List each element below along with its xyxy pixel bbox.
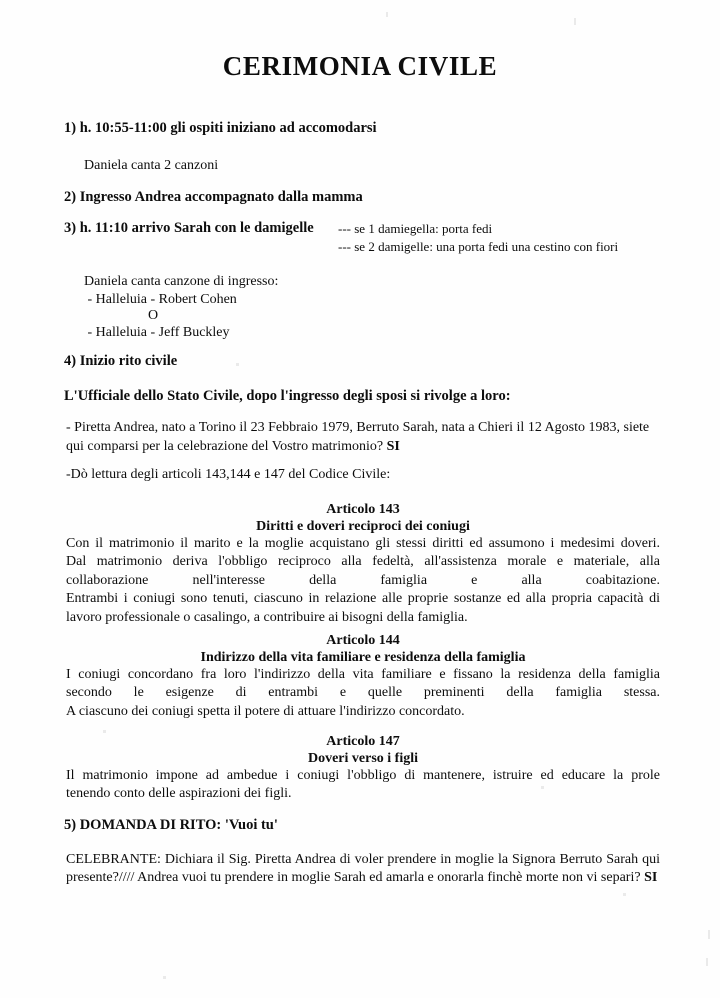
song-intro: Daniela canta canzone di ingresso: xyxy=(84,274,279,289)
article-144-line-2: secondo le esigenze di entrambi e quelle preminenti della famiglia stessa. xyxy=(66,685,660,701)
reading-line: -Dò lettura degli articoli 143,144 e 147 del Codice Civile: xyxy=(66,467,391,482)
celebrant-answer: SI xyxy=(644,870,658,886)
article-144-subtitle: Indirizzo della vita familiare e residenza della famiglia xyxy=(200,650,526,665)
article-143-subtitle: Diritti e doveri reciproci dei coniugi xyxy=(256,519,470,534)
section-heading-2: 2) Ingresso Andrea accompagnato dalla mamma xyxy=(64,189,363,205)
declaration-paragraph xyxy=(66,419,660,457)
article-143-line-4: Entrambi i coniugi sono tenuti, ciascuno in relazione alle proprie sostanze ed alla propria capacità di xyxy=(66,591,660,607)
article-147-line-2: tenendo conto delle aspirazioni dei figli. xyxy=(66,786,292,802)
scan-speckle xyxy=(706,958,708,966)
officer-line: L'Ufficiale dello Stato Civile, dopo l'ingresso degli sposi si rivolge a loro: xyxy=(64,388,511,404)
article-143-line-5: lavoro professionale o casalingo, a contribuire ai bisogni della famiglia. xyxy=(66,609,468,625)
article-144-body xyxy=(66,666,660,721)
article-143-body xyxy=(66,535,660,627)
section-note-1: Daniela canta 2 canzoni xyxy=(84,158,219,173)
scan-speckle xyxy=(623,893,626,896)
article-147-subtitle: Doveri verso i figli xyxy=(307,751,419,766)
article-144-number: Articolo 144 xyxy=(326,633,400,648)
section-heading-4: 4) Inizio rito civile xyxy=(64,353,178,369)
page-title: CERIMONIA CIVILE xyxy=(222,51,498,81)
celebrant-paragraph xyxy=(66,851,660,888)
scan-speckle xyxy=(163,976,166,979)
article-143-line-3: collaborazione nell'interesse della famiglia e alla coabitazione. xyxy=(66,572,660,588)
article-144-line-3: A ciascuno dei coniugi spetta il potere di attuare l'indirizzo concordato. xyxy=(66,703,465,719)
celebrant-text: CELEBRANTE: Dichiara il Sig. Piretta Andrea di voler prendere in moglie la Signora Berruto Sarah qui presente?//// Andrea vuoi tu prendere in moglie Sarah ed amarla e onorarla finchè morte non vi separi? xyxy=(66,852,660,886)
section-side-note-3b: --- se 2 damigelle: una porta fedi una cestino con fiori xyxy=(338,239,619,254)
song-option-2: - Halleluia - Jeff Buckley xyxy=(84,325,230,340)
article-147-number: Articolo 147 xyxy=(326,734,400,749)
article-147-body xyxy=(66,767,660,804)
scan-speckle xyxy=(236,363,239,366)
section-heading-5: 5) DOMANDA DI RITO: 'Vuoi tu' xyxy=(64,817,278,833)
article-147-line-1: Il matrimonio impone ad ambedue i coniugi l'obbligo di mantenere, istruire ed educare la prole xyxy=(66,768,660,783)
article-143-line-2: Dal matrimonio deriva l'obbligo reciproco alla fedeltà, all'assistenza morale e materiale, alla xyxy=(66,554,660,570)
section-heading-1: 1) h. 10:55-11:00 gli ospiti iniziano ad accomodarsi xyxy=(64,120,377,136)
article-143-number: Articolo 143 xyxy=(326,502,400,517)
song-or-separator: O xyxy=(148,308,159,323)
section-heading-3: 3) h. 11:10 arrivo Sarah con le damigelle xyxy=(64,220,314,236)
scan-speckle xyxy=(708,930,710,939)
declaration-text: - Piretta Andrea, nato a Torino il 23 Febbraio 1979, Berruto Sarah, nata a Chieri il 12 Agosto 1983, siete qui comparsi per la celebrazione del Vostro matrimonio? xyxy=(66,420,650,454)
section-side-note-3a: --- se 1 damiegella: porta fedi xyxy=(338,221,493,236)
song-option-1: - Halleluia - Robert Cohen xyxy=(84,292,237,307)
article-143-line-1: Con il matrimonio il marito e la moglie acquistano gli stessi diritti ed assumono i medesimi doveri. xyxy=(66,536,660,551)
article-144-line-1: I coniugi concordano fra loro l'indirizzo della vita familiare e fissano la residenza della famiglia xyxy=(66,667,660,682)
declaration-answer: SI xyxy=(386,438,400,454)
